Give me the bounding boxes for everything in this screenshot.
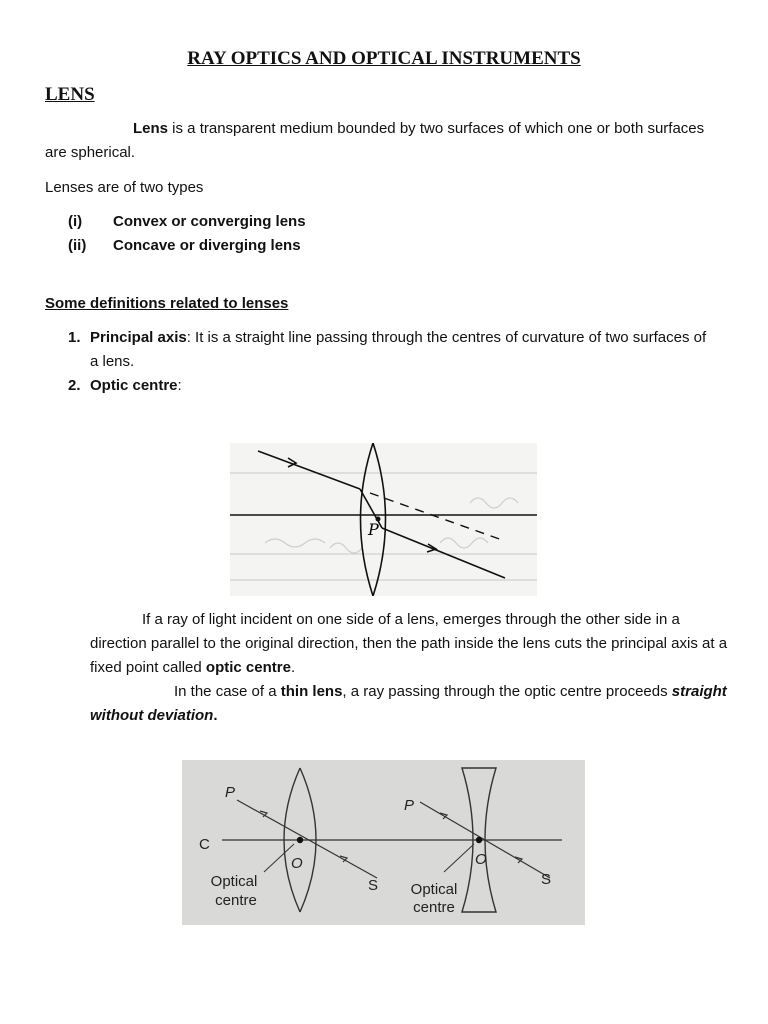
paragraph-text: If a ray of light incident on one side of a lens, emerges through the other side in a direction parallel to the original direction, then the path inside the lens cuts the principal axis at a fixed point called <box>90 611 728 676</box>
label-s-left: S <box>368 877 379 894</box>
list-item <box>68 374 708 398</box>
list-item-number: 1. <box>68 329 81 346</box>
label-s-right: S <box>541 871 552 888</box>
optic-centre-explanation <box>90 608 730 728</box>
lens-definition-paragraph <box>45 117 725 165</box>
caption-left-1: Optical <box>210 873 258 890</box>
caption-right-2: centre <box>413 899 455 916</box>
emphasis-text: straight without deviation <box>90 683 727 724</box>
label-o-left: O <box>291 855 303 872</box>
optic-centre-sketch <box>230 443 537 596</box>
label-p-right: P <box>404 797 415 814</box>
definitions-list <box>68 326 708 398</box>
list-item-number: (ii) <box>68 237 87 254</box>
definition-text: : <box>177 377 182 394</box>
definition-term: Principal axis <box>90 329 187 346</box>
point-label: P <box>368 520 379 539</box>
paragraph-text: In the case of a <box>174 683 281 700</box>
optic-centre-term: optic centre <box>205 659 291 676</box>
thin-lens-term: thin lens <box>280 683 343 700</box>
lens-types-list <box>68 210 306 258</box>
types-intro: Lenses are of two types <box>45 179 204 196</box>
definitions-heading: Some definitions related to lenses <box>45 295 289 312</box>
paragraph-text: . <box>290 659 296 676</box>
paragraph-text: . <box>213 707 218 724</box>
list-item <box>68 234 306 258</box>
lens-term: Lens <box>133 120 169 137</box>
list-item-number: 2. <box>68 377 81 394</box>
page-title: RAY OPTICS AND OPTICAL INSTRUMENTS <box>187 48 581 69</box>
label-p-left: P <box>225 784 236 801</box>
lens-definition-text: is a transparent medium bounded by two surfaces of which one or both surfaces are spherical. <box>45 120 705 161</box>
section-heading: LENS <box>45 84 95 105</box>
list-item-label: Concave or diverging lens <box>113 237 301 254</box>
list-item <box>68 326 708 374</box>
caption-left-2: centre <box>215 892 257 909</box>
paragraph-text: , a ray passing through the optic centre proceeds <box>342 683 672 700</box>
label-o-right: O <box>475 851 487 868</box>
caption-right-1: Optical <box>410 881 458 898</box>
list-item-number: (i) <box>68 213 83 230</box>
lens-optic-centre-diagram <box>182 760 585 925</box>
definition-text: : It is a straight line passing through the centres of curvature of two surfaces of a lens. <box>90 329 707 370</box>
label-c: C <box>199 836 210 853</box>
definition-term: Optic centre <box>90 377 178 394</box>
list-item-label: Convex or converging lens <box>113 213 306 230</box>
list-item <box>68 210 306 234</box>
